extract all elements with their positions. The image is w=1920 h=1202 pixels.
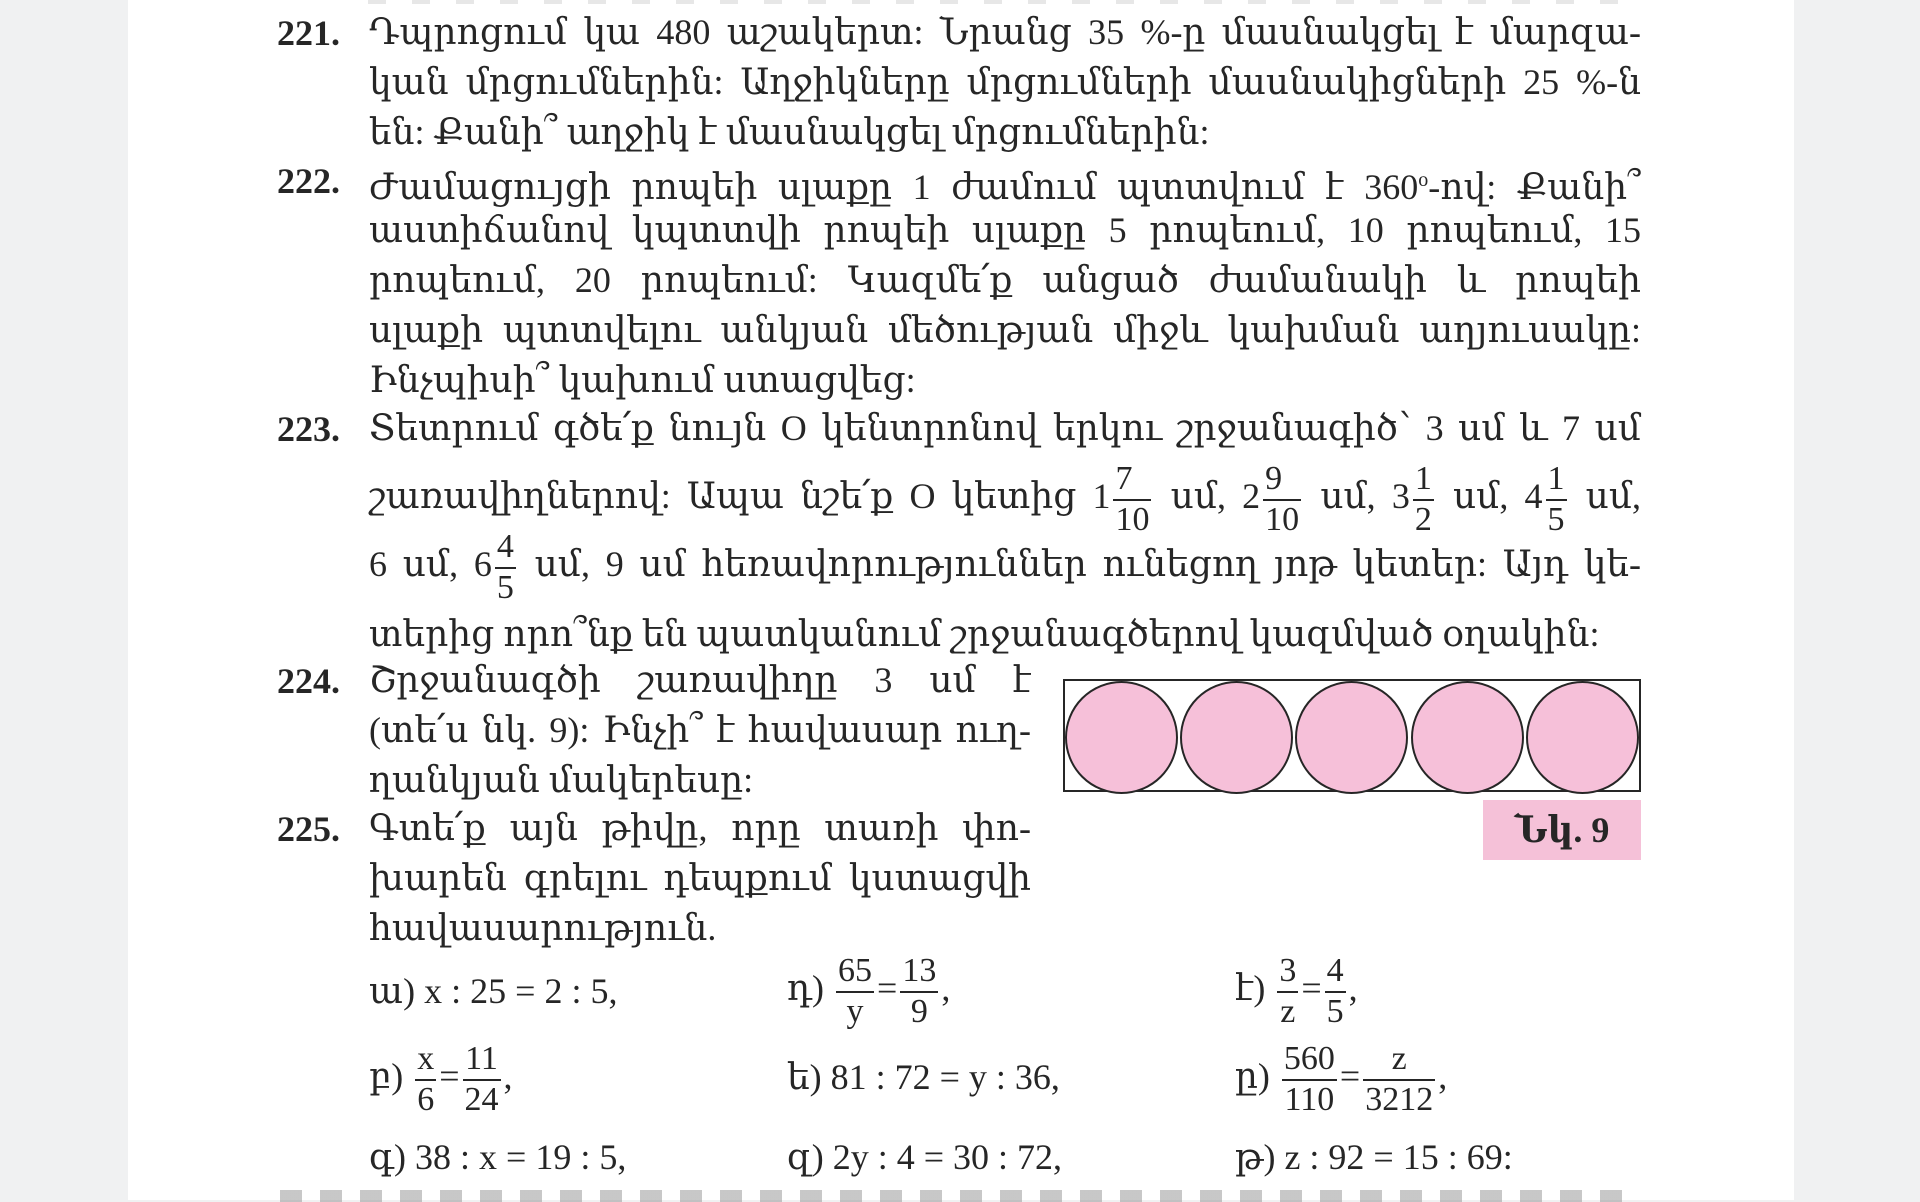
problem-225-line-3: հավասարություն.	[369, 908, 717, 948]
comma: ,	[1438, 1056, 1448, 1096]
figure-circle	[1295, 681, 1408, 794]
problem-223-line-3-text: 6 սմ, 6	[369, 544, 492, 584]
equation-h	[1235, 1036, 1447, 1117]
equals-sign: =	[1339, 1056, 1361, 1096]
fraction-denominator: y	[846, 993, 864, 1031]
problem-221-number: 221.	[277, 13, 340, 53]
fraction-4-5	[1325, 954, 1346, 1029]
problem-224-line-2: (տե՛ս նկ. 9): Ինչի՞ է հավասար ուղ-	[369, 710, 1031, 750]
problem-223-line-2-b: սմ, 2	[1170, 476, 1261, 516]
problem-222-line-2: աստիճանով կպտտվի րոպեի սլաքը 5 րոպեում, 10 րոպեում, 15	[369, 210, 1641, 250]
fraction-denominator: 10	[1115, 501, 1150, 539]
problem-223-line-2-c: սմ, 3	[1320, 476, 1410, 516]
equals-sign: =	[877, 968, 898, 1008]
problem-222-line-1	[369, 162, 1641, 205]
problem-224-line-1: Շրջանագծի շառավիղը 3 սմ է	[369, 660, 1031, 700]
equation-i: թ) z : 92 = 15 : 69:	[1235, 1137, 1513, 1177]
fraction-z-3212	[1363, 1042, 1435, 1117]
fraction-denominator: 2	[1414, 501, 1432, 539]
figure-9-caption: Նկ. 9	[1483, 800, 1641, 860]
equation-g	[1235, 948, 1358, 1029]
clipped-previous-line	[368, 0, 1638, 4]
fraction-numerator: 3	[1277, 954, 1298, 993]
problem-224-line-3: ղանկյան մակերեսը:	[369, 760, 754, 800]
problem-225-line-1: Գտե՛ք այն թիվը, որը տառի փո-	[369, 808, 1031, 848]
item-label-b: բ)	[369, 1056, 404, 1096]
problem-222-line-1-end: -ով: Քանի՞	[1428, 167, 1641, 207]
equals-sign: =	[1301, 968, 1322, 1008]
fraction-denominator: 5	[1326, 993, 1344, 1031]
problem-223-line-3	[369, 524, 1642, 607]
clipped-next-line	[280, 1190, 1640, 1202]
problem-225-line-2: խարեն գրելու դեպքում կստացվի	[369, 858, 1031, 898]
figure-circle	[1180, 681, 1293, 794]
problem-222-number: 222.	[277, 161, 340, 201]
problem-223-line-2-d: սմ, 4	[1452, 476, 1543, 516]
fraction-denominator: 6	[417, 1081, 435, 1119]
fraction-denominator: z	[1280, 993, 1296, 1031]
problem-221-line-1: Դպրոցում կա 480 աշակերտ: Նրանց 35 %-ը մասնակցել է մարզա-	[369, 12, 1641, 52]
figure-9-rectangle	[1063, 679, 1641, 792]
equation-e: ե) 81 : 72 = y : 36,	[787, 1057, 1060, 1097]
fraction-denominator: 110	[1284, 1081, 1335, 1119]
problem-223-line-4: տերից որո՞նք են պատկանում շրջանագծերով կազմված օղակին:	[369, 614, 1600, 654]
fraction-numerator: 4	[1325, 954, 1346, 993]
fraction-numerator: x	[415, 1042, 436, 1081]
problem-222-line-5: Ինչպիսի՞ կախում ստացվեց:	[369, 360, 916, 400]
fraction-numerator: 1	[1413, 462, 1434, 501]
problem-223-line-2-text: շառավիղներով: Ապա նշե՛ք O կետից 1	[369, 476, 1111, 516]
problem-223-number: 223.	[277, 409, 340, 449]
problem-221-line-2: կան մրցումներին: Աղջիկները մրցումների մասնակիցների 25 %-ն	[369, 62, 1641, 102]
fraction-numerator: 560	[1282, 1042, 1337, 1081]
fraction-numerator: 1	[1546, 462, 1567, 501]
fraction-4-5	[495, 530, 516, 605]
figure-circle	[1065, 681, 1178, 794]
fraction-numerator: 13	[900, 954, 938, 993]
fraction-65-y	[836, 954, 874, 1029]
fraction-denominator: 24	[464, 1081, 499, 1119]
fraction-numerator: 9	[1263, 462, 1301, 501]
fraction-numerator: 11	[463, 1042, 501, 1081]
equals-sign: =	[439, 1056, 460, 1096]
equation-a: ա) x : 25 = 2 : 5,	[369, 971, 618, 1011]
problem-222-line-3: րոպեում, 20 րոպեում: Կազմե՛ք անցած ժամանակի և րոպեի	[369, 260, 1641, 300]
problem-222-line-4: սլաքի պտտվելու անկյան մեծության միջև կախման աղյուսակը:	[369, 310, 1641, 350]
problem-223-line-2-end: սմ,	[1585, 476, 1642, 516]
fraction-denominator: 5	[496, 569, 514, 607]
problem-221-line-3: են: Քանի՞ աղջիկ է մասնակցել մրցումներին:	[369, 112, 1210, 152]
problem-222-line-1-text: Ժամացույցի րոպեի սլաքը 1 ժամում պտտվում է 360	[369, 167, 1419, 207]
equation-d	[787, 948, 950, 1029]
fraction-denominator: 3212	[1365, 1081, 1434, 1119]
fraction-x-6	[415, 1042, 436, 1117]
problem-223-line-1: Տետրում գծե՛ք նույն O կենտրոնով երկու շրջանագիծ՝ 3 սմ և 7 սմ	[369, 408, 1641, 448]
equation-b	[369, 1036, 513, 1117]
fraction-560-110	[1282, 1042, 1337, 1117]
comma: ,	[503, 1056, 513, 1096]
equation-c: գ) 38 : x = 19 : 5,	[369, 1137, 627, 1177]
fraction-denominator: 10	[1265, 501, 1300, 539]
item-label-h: ը)	[1235, 1056, 1270, 1096]
fraction-11-24	[463, 1042, 501, 1117]
degree-sign: o	[1418, 169, 1429, 191]
problem-224-number: 224.	[277, 661, 340, 701]
problem-223-line-3-end: սմ, 9 սմ հեռավորություններ ունեցող յոթ կետեր: Այդ կե-	[534, 544, 1642, 584]
fraction-numerator: 4	[495, 530, 516, 569]
fraction-denominator: 5	[1547, 501, 1565, 539]
item-label-d: դ)	[787, 968, 825, 1008]
figure-circle	[1411, 681, 1524, 794]
fraction-numerator: 7	[1113, 462, 1151, 501]
fraction-3-z	[1277, 954, 1298, 1029]
comma: ,	[941, 968, 951, 1008]
figure-circle	[1526, 681, 1639, 794]
fraction-numerator: z	[1363, 1042, 1435, 1081]
comma: ,	[1348, 968, 1358, 1008]
fraction-denominator: 9	[910, 993, 928, 1031]
item-label-g: է)	[1235, 968, 1266, 1008]
equation-f: զ) 2y : 4 = 30 : 72,	[787, 1137, 1063, 1177]
fraction-numerator: 65	[836, 954, 874, 993]
fraction-13-9	[900, 954, 938, 1029]
problem-225-number: 225.	[277, 809, 340, 849]
